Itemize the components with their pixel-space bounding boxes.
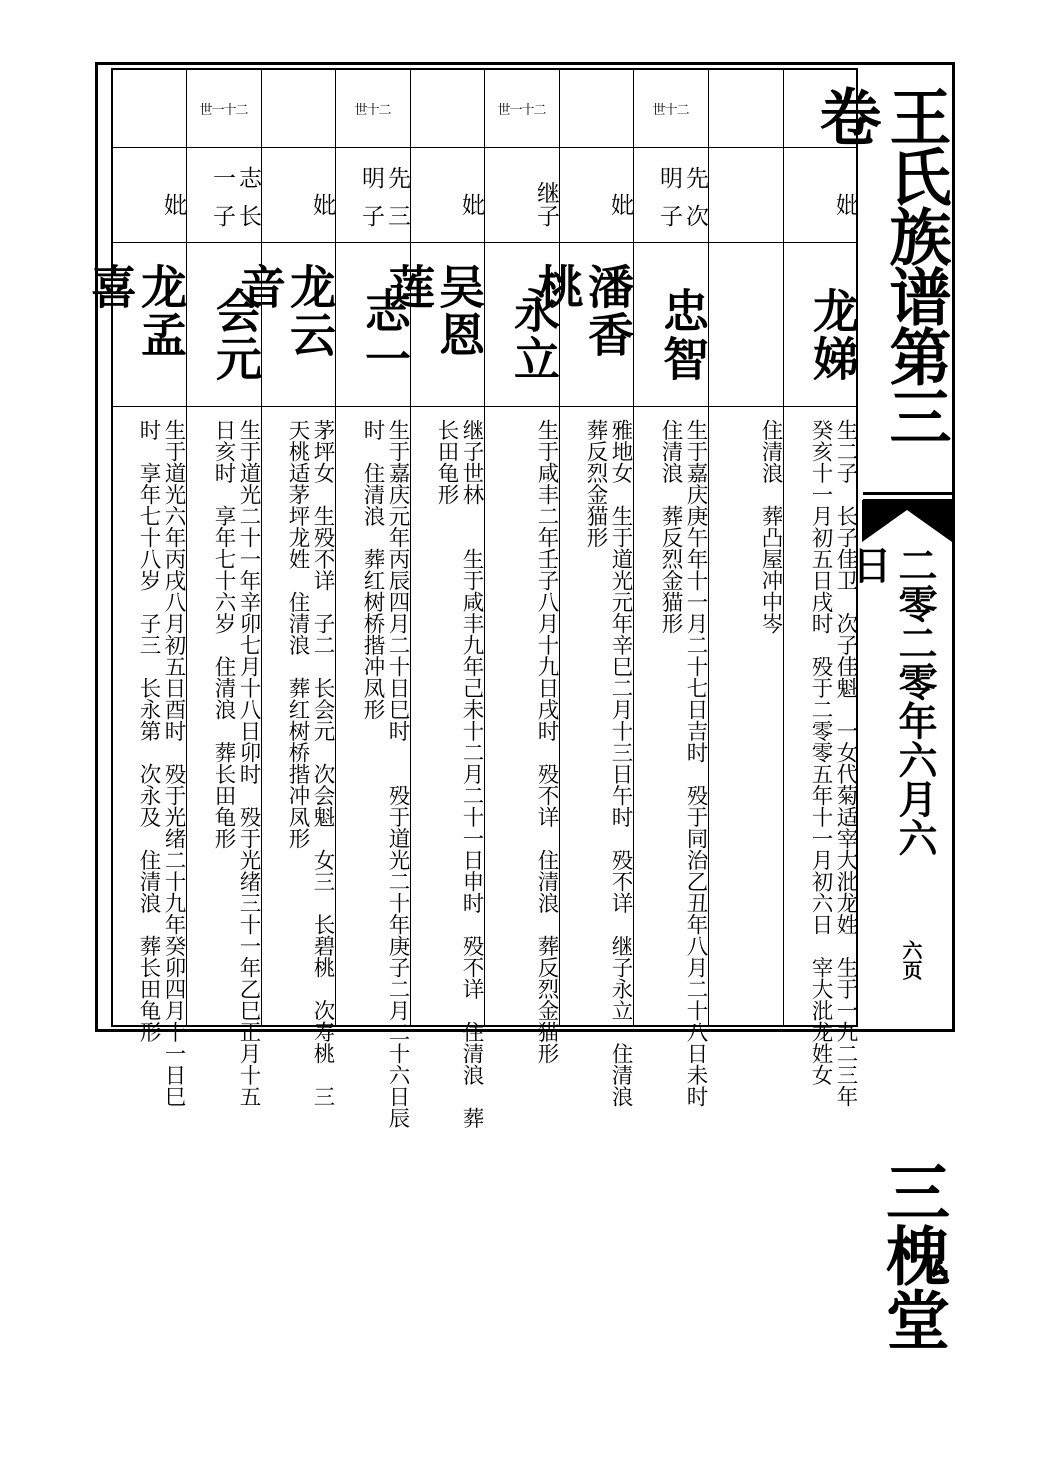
person-name: 忠智: [656, 286, 710, 383]
generation-cell: 世一十二: [497, 103, 546, 118]
person-name: 龙娣: [806, 286, 860, 383]
relation-line: 妣: [607, 192, 633, 216]
person-name: 龙云音: [233, 263, 337, 359]
relation-line: 志一: [209, 166, 261, 189]
relation-line: 妣: [160, 192, 186, 216]
relation-cell: [783, 148, 858, 242]
relation-line: 次子: [656, 204, 708, 227]
relation-cell: [484, 148, 559, 242]
person-name: [708, 243, 783, 406]
generation-cell: [261, 70, 335, 147]
relation-line: 先明: [656, 166, 708, 189]
generation-cell: [410, 70, 484, 147]
page-number: 六页: [899, 940, 923, 980]
relation-cell: [633, 148, 708, 242]
relation-cell: [559, 148, 633, 242]
biography-text: 雅地女 生于道光元年辛巳二月十三日午时 殁不详 继子永立 住清浪 葬反烈金猫形: [583, 419, 633, 1107]
relation-cell: [410, 148, 484, 242]
person-name: 会元: [209, 286, 263, 383]
generation-cell: [111, 70, 186, 147]
relation-cell: [335, 148, 410, 242]
book-title: 王氏族谱第三卷: [809, 85, 952, 445]
biography-text: 生于道光二十一年辛卯七月十八日卯时 殁于光绪三十一年乙巳正月十五 日亥时 享年七十六岁 住清浪 葬长田龟形: [211, 419, 261, 1107]
hall-name: 三槐堂: [875, 1159, 950, 1351]
relation-cell: [261, 148, 335, 242]
generation-cell: 世一十二: [199, 103, 248, 118]
person-name: 龙孟喜: [84, 263, 188, 359]
generation-cell: 世十二: [354, 103, 391, 118]
biography-text: 住清浪 葬凸屋冲中岑: [758, 419, 783, 634]
person-name: 永立: [507, 286, 561, 383]
biography-text: 生于道光六年丙戌八月初五日酉时 殁于光绪二十九年癸卯四月十一日巳 时 享年七十八岁 子三 长永第 次永及 住清浪 葬长田龟形: [136, 419, 186, 1107]
person-name: 潘香桃: [531, 263, 635, 359]
fishtail-mark-icon: [858, 496, 956, 544]
generation-cell: [708, 70, 783, 147]
relation-line: 妣: [458, 192, 484, 216]
relation-line: 妣: [309, 192, 335, 216]
person-name: 吴恩莲: [382, 263, 486, 359]
relation-cell: [186, 148, 261, 242]
person-name: 志一: [358, 286, 412, 383]
title-rule: [863, 492, 955, 495]
biography-text: 生二子 长子佳卫 次子佳魁 一女代菊适宰大沘龙姓 生于一九二三年 癸亥十一月初五日戌时 殁于二零零五年十一月初六日 宰大沘龙姓女: [808, 419, 858, 1107]
print-date: 二零二零年六月六日: [846, 545, 938, 857]
relation-line: 三子: [358, 204, 410, 227]
biography-text: 生于咸丰二年壬子八月十九日戌时 殁不详 住清浪 葬反烈金猫形: [534, 419, 559, 1064]
biography-text: 茅坪女 生殁不详 子二 长会元 次会魁 女三 长碧桃 次寿桃 三 天桃适茅坪龙姓 住清浪 葬红树桥揩冲凤形: [285, 419, 335, 1107]
biography-text: 继子世林 生于咸丰九年己未十二月二十一日申时 殁不详 住清浪 葬 长田龟形: [434, 419, 484, 1129]
relation-line: 长子: [209, 204, 261, 227]
generation-cell: 世十二: [652, 103, 689, 118]
relation-cell: [111, 148, 186, 242]
biography-text: 生于嘉庆庚午年十一月二十七日吉时 殁于同治乙丑年八月二十八日未时 住清浪 葬反烈金猫形: [658, 419, 708, 1107]
relation-line: 先明: [358, 166, 410, 189]
relation-line: 继子: [533, 181, 559, 227]
relation-line: 妣: [832, 192, 858, 216]
generation-cell: [559, 70, 633, 147]
biography-text: 生于嘉庆元年丙辰四月二十日巳时 殁于道光二十年庚子二月二十六日辰 时 住清浪 葬红树桥揩冲凤形: [360, 419, 410, 1129]
